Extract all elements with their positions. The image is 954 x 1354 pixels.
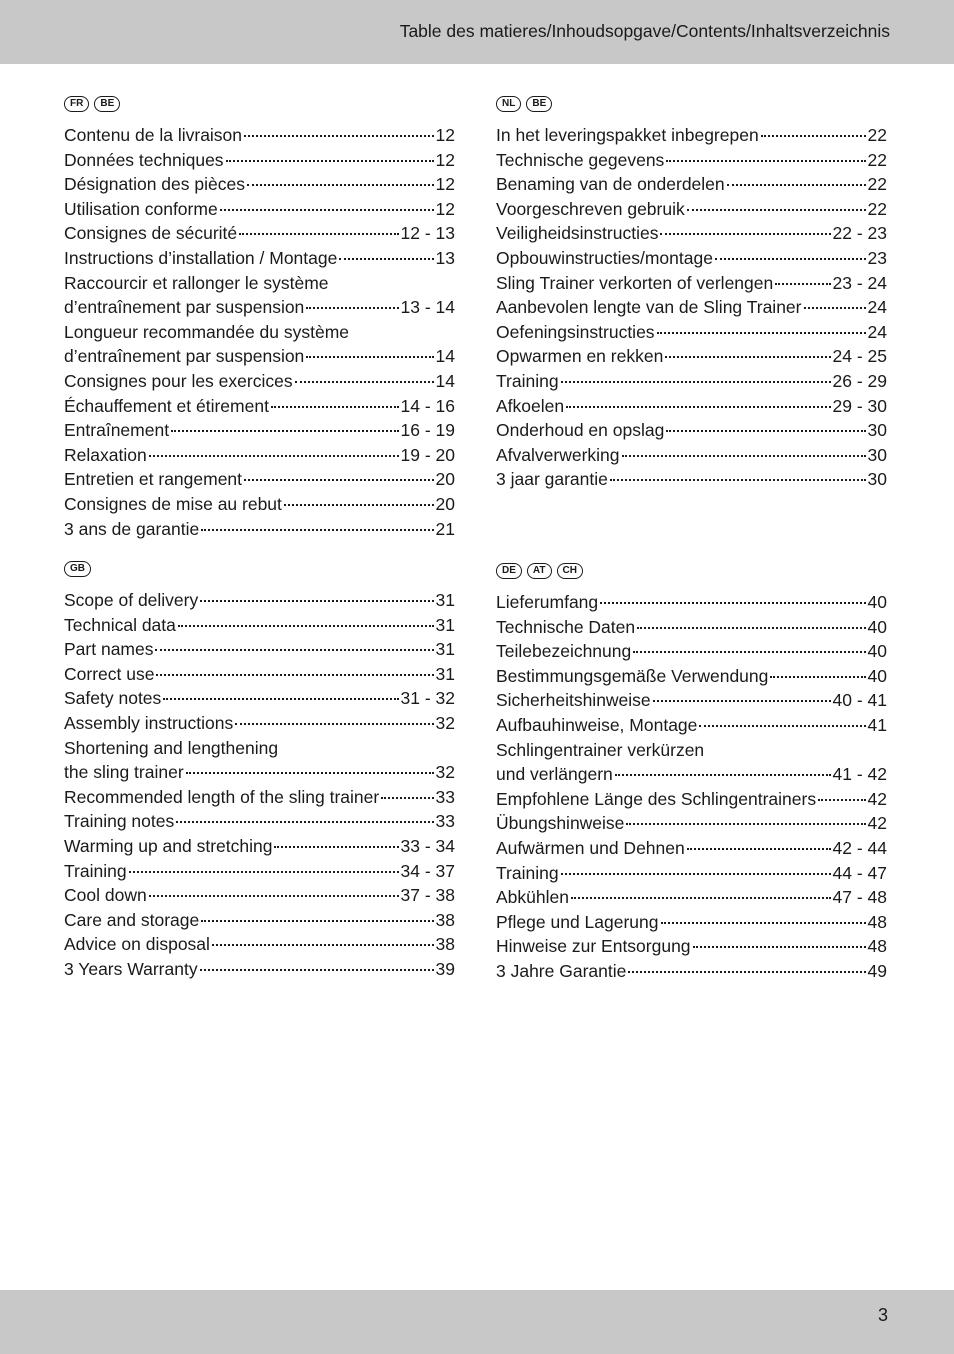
dot-leader [155, 648, 433, 651]
toc-entry [496, 688, 887, 713]
toc-entry [496, 861, 887, 886]
toc-entry-page: 40 [867, 592, 887, 612]
toc-entry-label: Raccourcir et rallonger le système [64, 272, 329, 293]
dot-leader [566, 405, 830, 408]
toc-entry-page: 23 [867, 247, 887, 268]
toc-entry-page: 12 [435, 174, 455, 195]
dot-leader [284, 503, 434, 506]
toc-entry [496, 172, 887, 197]
toc-entry-label: Veiligheidsinstructies [496, 223, 659, 244]
toc-entry [64, 613, 455, 638]
dot-leader [201, 919, 433, 922]
dot-leader [666, 159, 865, 162]
toc-entry-page: 13 [435, 247, 455, 268]
toc-entry-page: 40 [867, 665, 887, 686]
toc-entry [496, 123, 887, 148]
toc-entry [496, 934, 887, 959]
toc-entry-label: Aanbevolen lengte van de Sling Trainer [496, 297, 802, 318]
dot-leader [610, 478, 866, 481]
dot-leader [176, 820, 433, 823]
dot-leader [200, 599, 433, 602]
toc-entry-label: Données techniques [64, 149, 224, 170]
toc-entry-label: Entraînement [64, 420, 170, 441]
toc-entry [496, 221, 887, 246]
toc-entry-label: Bestimmungsgemäße Verwendung [496, 665, 769, 686]
toc-entry-label: Benaming van de onderdelen [496, 174, 725, 195]
toc-entry [496, 467, 887, 492]
toc-entry [496, 762, 887, 787]
toc-entry [64, 467, 455, 492]
toc-entry [64, 834, 455, 859]
header-bar [0, 0, 954, 64]
toc-entry-page: 31 - 32 [400, 688, 455, 709]
toc-entry [496, 271, 887, 296]
toc-entry [496, 369, 887, 394]
toc-entry [64, 859, 455, 884]
toc-entry-label: Consignes de mise au rebut [64, 493, 282, 514]
toc-entry-label: 3 Years Warranty [64, 958, 198, 979]
toc-entry-page: 41 [867, 714, 887, 735]
dot-leader [271, 405, 399, 408]
toc-list [64, 123, 455, 541]
toc-entry-label: Relaxation [64, 444, 147, 465]
toc-entry [64, 197, 455, 222]
toc-entry-label: Recommended length of the sling trainer [64, 786, 380, 807]
toc-entry [64, 148, 455, 173]
dot-leader [178, 624, 434, 627]
dot-leader [666, 429, 865, 432]
toc-entry-page: 37 - 38 [400, 885, 455, 906]
toc-entry-label: Abkühlen [496, 887, 569, 908]
toc-entry-page: 12 - 13 [400, 223, 455, 244]
toc-entry-page: 38 [435, 909, 455, 930]
toc-section-fr [64, 96, 455, 541]
language-badge-gb: GB [64, 561, 91, 577]
toc-entry-page: 29 - 30 [832, 395, 887, 416]
dot-leader [600, 601, 865, 604]
toc-entry [64, 662, 455, 687]
toc-entry-label: Voorgeschreven gebruik [496, 198, 685, 219]
toc-entry-page: 24 [867, 297, 887, 318]
toc-entry-label: Correct use [64, 663, 155, 684]
toc-entry [496, 836, 887, 861]
toc-entry [64, 492, 455, 517]
toc-entry-label: 3 Jahre Garantie [496, 960, 627, 981]
toc-entry [64, 295, 455, 320]
toc-entry [64, 760, 455, 785]
toc-entry [64, 736, 455, 761]
toc-entry-label: Consignes pour les exercices [64, 370, 293, 391]
toc-entry-label: Part names [64, 639, 154, 660]
toc-entry-label: the sling trainer [64, 762, 184, 783]
language-badges [64, 561, 455, 581]
toc-entry-label: Instructions d’installation / Montage [64, 247, 338, 268]
toc-entry [496, 885, 887, 910]
toc-entry-page: 33 [435, 811, 455, 832]
toc-entry-page: 24 - 25 [832, 346, 887, 367]
toc-entry-page: 33 - 34 [400, 835, 455, 856]
toc-entry [64, 320, 455, 345]
dot-leader [693, 945, 866, 948]
toc-entry-label: Training [64, 860, 127, 881]
toc-entry-page: 42 [867, 813, 887, 834]
toc-section-de [496, 563, 887, 984]
toc-entry-page: 22 [867, 149, 887, 170]
dot-leader [156, 673, 433, 676]
dot-leader [247, 183, 434, 186]
toc-entry-page: 21 [435, 518, 455, 539]
language-badge-de: DE [496, 563, 522, 579]
toc-entry [64, 637, 455, 662]
toc-entry-label: Scope of delivery [64, 590, 199, 610]
dot-leader [615, 773, 831, 776]
toc-entry-label: Contenu de la livraison [64, 125, 243, 145]
toc-entry-page: 40 [867, 616, 887, 637]
dot-leader [661, 921, 866, 924]
toc-entry [64, 883, 455, 908]
dot-leader [657, 331, 866, 334]
toc-entry-label: Désignation des pièces [64, 174, 245, 195]
dot-leader [212, 943, 434, 946]
dot-leader [633, 650, 865, 653]
toc-entry [64, 588, 455, 613]
toc-entry [64, 221, 455, 246]
toc-entry [64, 785, 455, 810]
toc-entry-label: Advice on disposal [64, 934, 210, 955]
toc-entry [64, 172, 455, 197]
toc-entry-label: Aufbauhinweise, Montage [496, 714, 698, 735]
dot-leader [186, 771, 434, 774]
page-number: 3 [877, 1305, 888, 1325]
dot-leader [687, 208, 866, 211]
toc-entry-label: Pflege und Lagerung [496, 911, 659, 932]
dot-leader [775, 282, 830, 285]
document-title: Table des matieres/Inhoudsopgave/Contents/Inhaltsverzeichnis [399, 21, 890, 41]
dot-leader [244, 478, 434, 481]
language-badge-ch: CH [557, 563, 583, 579]
toc-entry [496, 787, 887, 812]
toc-entry [64, 246, 455, 271]
dot-leader [637, 626, 865, 629]
toc-entry [496, 443, 887, 468]
toc-entry-label: d’entraînement par suspension [64, 297, 305, 318]
toc-entry-label: Longueur recommandée du système [64, 321, 350, 342]
language-badge-be: BE [526, 96, 552, 112]
toc-entry-page: 32 [435, 712, 455, 733]
toc-entry [64, 686, 455, 711]
toc-entry-label: Warming up and stretching [64, 835, 273, 856]
toc-entry-label: Übungshinweise [496, 813, 625, 834]
toc-entry-label: Consignes de sécurité [64, 223, 238, 244]
toc-entry-page: 30 [867, 420, 887, 441]
dot-leader [761, 134, 866, 137]
toc-entry-label: Cool down [64, 885, 147, 906]
toc-entry-page: 13 - 14 [400, 297, 455, 318]
toc-entry [496, 590, 887, 615]
dot-leader [653, 699, 831, 702]
toc-entry-label: 3 ans de garantie [64, 518, 200, 539]
language-badges [64, 96, 455, 116]
language-badge-at: AT [527, 563, 552, 579]
toc-entry-page: 22 - 23 [832, 223, 887, 244]
toc-entry-label: Training [496, 862, 559, 883]
toc-list [496, 590, 887, 984]
toc-entry-label: Training [496, 370, 559, 391]
toc-entry-page: 31 [435, 663, 455, 684]
toc-entry-label: Utilisation conforme [64, 198, 218, 219]
toc-entry-page: 14 - 16 [400, 395, 455, 416]
toc-entry-page: 40 [867, 641, 887, 662]
dot-leader [274, 845, 398, 848]
toc-entry-page: 19 - 20 [400, 444, 455, 465]
toc-entry-page: 34 - 37 [400, 860, 455, 881]
toc-entry-page: 23 - 24 [832, 272, 887, 293]
toc-entry [496, 295, 887, 320]
toc-entry [64, 271, 455, 296]
toc-section-nl [496, 96, 887, 492]
toc-entry-label: Opbouwinstructies/montage [496, 247, 713, 268]
toc-entry-label: Teilebezeichnung [496, 641, 632, 662]
toc-entry [64, 711, 455, 736]
dot-leader [561, 872, 831, 875]
toc-entry-label: Assembly instructions [64, 712, 234, 733]
toc-entry [496, 246, 887, 271]
toc-entry-page: 41 - 42 [832, 764, 887, 785]
toc-entry-page: 31 [435, 590, 455, 610]
toc-entry [496, 344, 887, 369]
dot-leader [149, 454, 399, 457]
toc-entry-page: 47 - 48 [832, 887, 887, 908]
toc-entry-page: 33 [435, 786, 455, 807]
toc-entry-label: Opwarmen en rekken [496, 346, 664, 367]
toc-entry-label: Technische Daten [496, 616, 636, 637]
toc-entry-label: Sicherheitshinweise [496, 690, 651, 711]
toc-entry-label: Safety notes [64, 688, 162, 709]
toc-list [496, 123, 887, 492]
toc-entry-page: 14 [435, 346, 455, 367]
language-badge-fr: FR [64, 96, 89, 112]
dot-leader [306, 355, 433, 358]
toc-entry [496, 639, 887, 664]
toc-entry-label: Shortening and lengthening [64, 737, 279, 758]
toc-entry-label: Technische gegevens [496, 149, 665, 170]
toc-section-gb [64, 561, 455, 982]
dot-leader [687, 847, 831, 850]
toc-entry [496, 197, 887, 222]
toc-entry-page: 40 - 41 [832, 690, 887, 711]
toc-entry-page: 20 [435, 469, 455, 490]
dot-leader [149, 894, 399, 897]
toc-entry-page: 32 [435, 762, 455, 783]
toc-list [64, 588, 455, 982]
dot-leader [381, 796, 433, 799]
dot-leader [699, 724, 865, 727]
footer-bar [0, 1290, 954, 1354]
toc-entry-page: 20 [435, 493, 455, 514]
dot-leader [239, 232, 398, 235]
dot-leader [622, 454, 866, 457]
toc-entry [64, 932, 455, 957]
toc-entry-label: Technical data [64, 614, 176, 635]
toc-entry-label: Afvalverwerking [496, 444, 620, 465]
dot-leader [220, 208, 434, 211]
language-badges [496, 96, 887, 116]
toc-entry-label: Échauffement et étirement [64, 395, 269, 416]
dot-leader [804, 306, 866, 309]
dot-leader [129, 870, 399, 873]
dot-leader [226, 159, 434, 162]
toc-entry [496, 910, 887, 935]
toc-entry-label: In het leveringspakket inbegrepen [496, 125, 759, 145]
toc-entry [496, 959, 887, 984]
toc-entry-page: 26 - 29 [832, 370, 887, 391]
toc-entry-label: Sling Trainer verkorten of verlengen [496, 272, 774, 293]
dot-leader [818, 798, 865, 801]
dot-leader [306, 306, 398, 309]
toc-entry-label: Hinweise zur Entsorgung [496, 936, 691, 957]
dot-leader [628, 970, 865, 973]
toc-entry-label: d’entraînement par suspension [64, 346, 305, 367]
toc-entry-page: 22 [867, 174, 887, 195]
dot-leader [339, 257, 433, 260]
toc-entry [496, 713, 887, 738]
toc-entry [496, 615, 887, 640]
toc-entry [496, 664, 887, 689]
dot-leader [715, 257, 866, 260]
toc-entry [64, 517, 455, 542]
toc-entry [64, 957, 455, 982]
toc-entry-label: Oefeningsinstructies [496, 321, 655, 342]
toc-entry-page: 12 [435, 149, 455, 170]
toc-entry-page: 44 - 47 [832, 862, 887, 883]
toc-entry-label: Onderhoud en opslag [496, 420, 665, 441]
toc-entry-page: 42 [867, 788, 887, 809]
toc-entry-label: und verlängern [496, 764, 613, 785]
toc-entry-page: 22 [867, 198, 887, 219]
dot-leader [295, 380, 434, 383]
toc-entry-page: 31 [435, 614, 455, 635]
language-badge-be: BE [94, 96, 120, 112]
toc-entry-page: 16 - 19 [400, 420, 455, 441]
toc-entry [496, 148, 887, 173]
toc-entry-page: 30 [867, 444, 887, 465]
dot-leader [163, 697, 398, 700]
toc-entry-page: 49 [867, 960, 887, 981]
dot-leader [665, 355, 830, 358]
toc-entry-label: 3 jaar garantie [496, 469, 608, 490]
dot-leader [727, 183, 866, 186]
dot-leader [561, 380, 831, 383]
toc-entry [64, 394, 455, 419]
toc-entry-label: Schlingentrainer verkürzen [496, 739, 705, 760]
toc-entry-label: Care and storage [64, 909, 200, 930]
toc-entry-page: 39 [435, 958, 455, 979]
toc-entry-page: 14 [435, 370, 455, 391]
toc-entry-page: 12 [435, 198, 455, 219]
dot-leader [770, 675, 865, 678]
dot-leader [571, 896, 831, 899]
toc-entry [496, 811, 887, 836]
toc-entry-label: Entretien et rangement [64, 469, 243, 490]
dot-leader [235, 722, 433, 725]
toc-entry [64, 344, 455, 369]
language-badge-nl: NL [496, 96, 521, 112]
toc-entry [64, 369, 455, 394]
dot-leader [626, 822, 865, 825]
dot-leader [660, 232, 830, 235]
dot-leader [200, 968, 434, 971]
toc-entry-page: 42 - 44 [832, 837, 887, 858]
dot-leader [171, 429, 398, 432]
toc-entry-page: 24 [867, 321, 887, 342]
toc-entry-page: 38 [435, 934, 455, 955]
toc-entry [496, 320, 887, 345]
toc-entry [496, 394, 887, 419]
toc-entry-label: Training notes [64, 811, 175, 832]
dot-leader [201, 528, 433, 531]
toc-entry [64, 418, 455, 443]
toc-entry-page: 22 [867, 125, 887, 145]
toc-entry-label: Lieferumfang [496, 592, 599, 612]
toc-entry-label: Afkoelen [496, 395, 565, 416]
toc-entry-page: 48 [867, 936, 887, 957]
toc-entry [64, 908, 455, 933]
dot-leader [244, 134, 434, 137]
toc-entry [64, 443, 455, 468]
toc-entry-label: Empfohlene Länge des Schlingentrainers [496, 788, 817, 809]
toc-entry-page: 30 [867, 469, 887, 490]
toc-entry [496, 418, 887, 443]
toc-entry-page: 48 [867, 911, 887, 932]
toc-entry-label: Aufwärmen und Dehnen [496, 837, 685, 858]
toc-entry [64, 123, 455, 148]
toc-entry [496, 738, 887, 763]
toc-entry [64, 809, 455, 834]
language-badges [496, 563, 887, 583]
toc-entry-page: 12 [435, 125, 455, 145]
toc-entry-page: 31 [435, 639, 455, 660]
